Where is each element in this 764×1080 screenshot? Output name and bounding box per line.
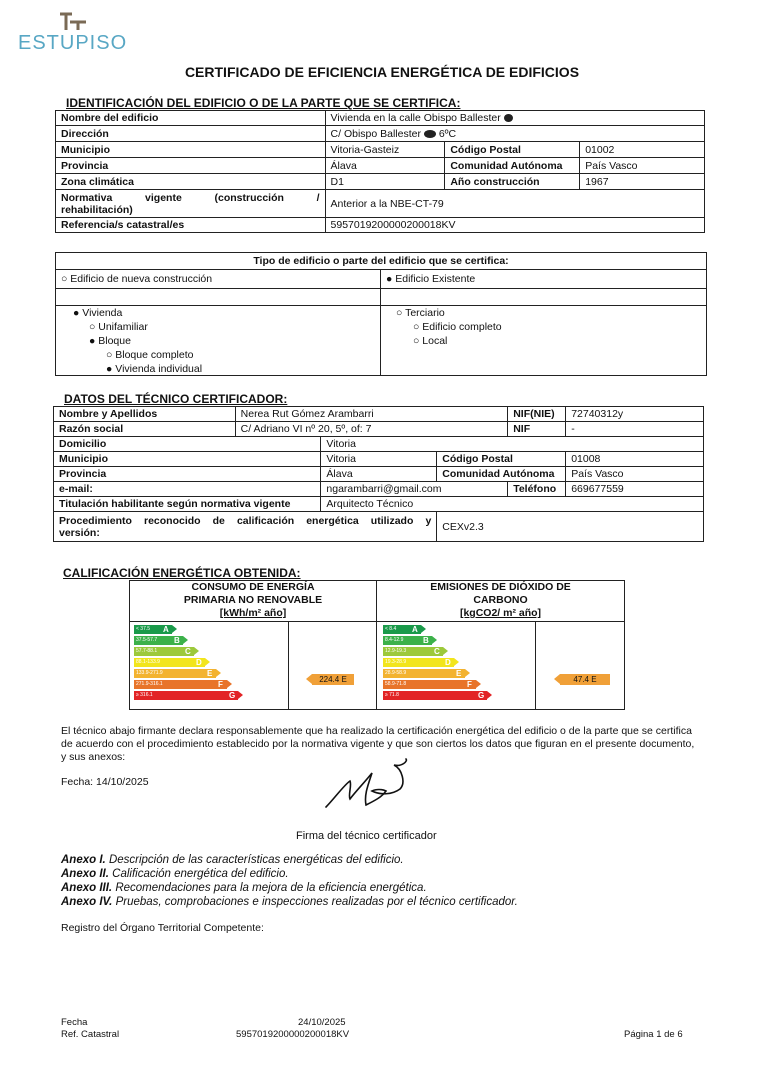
- footer-ref: 5957019200000200018KV: [236, 1029, 350, 1040]
- option-nueva-construccion: ○ Edificio de nueva construcción: [61, 273, 213, 285]
- annex-list: [61, 853, 518, 909]
- option-unifamiliar: ○ Unifamiliar: [89, 321, 148, 333]
- label-nif: NIF: [508, 422, 566, 437]
- label-nombre-apellidos: Nombre y Apellidos: [54, 407, 236, 422]
- logo-mark-icon: [58, 10, 88, 32]
- page-number: Página 1 de 6: [624, 1029, 683, 1040]
- label-cp-tecnico: Código Postal: [437, 452, 566, 467]
- value-normativa: Anterior a la NBE-CT-79: [325, 190, 704, 218]
- label-zona-climatica: Zona climática: [56, 174, 326, 190]
- label-anio-construccion: Año construcción: [445, 174, 580, 190]
- label-telefono: Teléfono: [508, 482, 566, 497]
- logo-text: ESTUPISO: [18, 32, 128, 54]
- redaction-mark: [504, 114, 513, 122]
- emisiones-band-f: 58.9-71.8 F: [383, 680, 476, 689]
- value-nif: -: [566, 422, 704, 437]
- label-procedimiento: Procedimiento reconocido de calificación energética utilizado y versión:: [54, 512, 437, 542]
- label-titulacion: Titulación habilitante según normativa vigente: [54, 497, 321, 512]
- value-nombre-apellidos: Nerea Rut Gómez Arambarri: [235, 407, 508, 422]
- label-normativa: Normativa vigente (construcción / rehabilitación): [56, 190, 326, 218]
- building-type-box: [55, 252, 707, 376]
- emisiones-band-a: < 8.4 A: [383, 625, 421, 634]
- consumo-band-b: 37.5-57.7 B: [134, 636, 183, 645]
- emisiones-band-g: ≥ 71.8 G: [383, 691, 487, 700]
- footer-date-label: Fecha: [61, 1017, 88, 1028]
- consumo-band-c: 57.7-88.1 C: [134, 647, 194, 656]
- annex-item: Anexo I. Descripción de las características energéticas del edificio.: [61, 854, 404, 866]
- annex-item: Anexo III. Recomendaciones para la mejora de la eficiencia energética.: [61, 882, 427, 894]
- value-email: ngarambarri@gmail.com: [321, 482, 508, 497]
- identification-table: [55, 110, 705, 233]
- value-anio-construccion: 1967: [580, 174, 705, 190]
- value-ca-tecnico: País Vasco: [566, 467, 704, 482]
- emisiones-rating-value: 47.4 E: [560, 674, 610, 685]
- value-zona-climatica: D1: [325, 174, 445, 190]
- consumo-band-f: 271.9-316.1 F: [134, 680, 227, 689]
- value-domicilio: Vitoria: [321, 437, 704, 452]
- emisiones-band-c: 12.9-19.3 C: [383, 647, 443, 656]
- value-municipio-tecnico: Vitoria: [321, 452, 437, 467]
- emisiones-band-b: 8.4-12.9 B: [383, 636, 432, 645]
- footer-ref-label: Ref. Catastral: [61, 1029, 120, 1040]
- consumo-band-d: 88.1-133.9 D: [134, 658, 205, 667]
- label-email: e-mail:: [54, 482, 321, 497]
- label-provincia-tecnico: Provincia: [54, 467, 321, 482]
- building-type-heading: Tipo de edificio o parte del edificio que se certifica:: [56, 253, 706, 270]
- option-bloque-completo: ○ Bloque completo: [106, 349, 194, 361]
- annex-item: Anexo II. Calificación energética del edificio.: [61, 868, 289, 880]
- label-comunidad-autonoma: Comunidad Autónoma: [445, 158, 580, 174]
- value-nif-nie: 72740312y: [566, 407, 704, 422]
- label-municipio-tecnico: Municipio: [54, 452, 321, 467]
- option-local: ○ Local: [413, 335, 448, 347]
- option-terciario: ○ Terciario: [396, 307, 445, 319]
- footer-date: 24/10/2025: [298, 1017, 346, 1028]
- option-vivienda-individual: ● Vivienda individual: [106, 363, 203, 375]
- option-edificio-completo: ○ Edificio completo: [413, 321, 502, 333]
- option-bloque: ● Bloque: [89, 335, 131, 347]
- label-nombre-edificio: Nombre del edificio: [56, 111, 326, 126]
- consumo-header: CONSUMO DE ENERGÍA PRIMARIA NO RENOVABLE [kWh/m² año]: [130, 581, 376, 622]
- signature-caption: Firma del técnico certificador: [296, 830, 437, 842]
- rating-box: [129, 580, 625, 710]
- consumo-band-a: < 37.5 A: [134, 625, 172, 634]
- technician-heading: DATOS DEL TÉCNICO CERTIFICADOR:: [64, 392, 288, 406]
- value-telefono: 669677559: [566, 482, 704, 497]
- value-referencia-catastral: 5957019200000200018KV: [325, 218, 704, 233]
- rating-heading: CALIFICACIÓN ENERGÉTICA OBTENIDA:: [63, 566, 301, 580]
- value-comunidad-autonoma: País Vasco: [580, 158, 705, 174]
- emisiones-header: EMISIONES DE DIÓXIDO DE CARBONO [kgCO2/ m² año]: [377, 581, 624, 622]
- technician-signature: [322, 755, 414, 817]
- annex-item: Anexo IV. Pruebas, comprobaciones e inspecciones realizadas por el técnico certificador.: [61, 896, 518, 908]
- label-provincia: Provincia: [56, 158, 326, 174]
- value-razon-social: C/ Adriano VI nº 20, 5º, of: 7: [235, 422, 508, 437]
- label-codigo-postal: Código Postal: [445, 142, 580, 158]
- declaration-date: Fecha: 14/10/2025: [61, 776, 149, 788]
- value-nombre-edificio: Vivienda en la calle Obispo Ballester: [325, 111, 704, 126]
- page-title: CERTIFICADO DE EFICIENCIA ENERGÉTICA DE EDIFICIOS: [184, 64, 580, 80]
- label-domicilio: Domicilio: [54, 437, 321, 452]
- emisiones-band-d: 19.3-28.9 D: [383, 658, 454, 667]
- value-titulacion: Arquitecto Técnico: [321, 497, 704, 512]
- registry-label: Registro del Órgano Territorial Competente:: [61, 922, 264, 934]
- value-codigo-postal: 01002: [580, 142, 705, 158]
- identification-heading: IDENTIFICACIÓN DEL EDIFICIO O DE LA PARTE QUE SE CERTIFICA:: [66, 96, 461, 110]
- declaration-text: El técnico abajo firmante declara responsablemente que ha realizado la certificación energética del edificio o de la parte que se certifica de acuerdo con el procedimiento establecido por la normativa vigente y que son ciertos los datos que figuran en el presente documento, y sus anexos:: [61, 725, 695, 763]
- label-ca-tecnico: Comunidad Autónoma: [437, 467, 566, 482]
- value-municipio: Vitoria-Gasteiz: [325, 142, 445, 158]
- value-procedimiento: CEXv2.3: [437, 512, 704, 542]
- label-municipio: Municipio: [56, 142, 326, 158]
- value-provincia: Álava: [325, 158, 445, 174]
- label-direccion: Dirección: [56, 126, 326, 142]
- option-edificio-existente: ● Edificio Existente: [386, 273, 476, 285]
- technician-table: [53, 406, 704, 542]
- value-cp-tecnico: 01008: [566, 452, 704, 467]
- value-provincia-tecnico: Álava: [321, 467, 437, 482]
- consumo-band-g: ≥ 316.1 G: [134, 691, 238, 700]
- label-nif-nie: NIF(NIE): [508, 407, 566, 422]
- consumo-band-e: 133.9-271.9 E: [134, 669, 216, 678]
- value-direccion: C/ Obispo Ballester 6ºC: [325, 126, 704, 142]
- consumo-rating-value: 224.4 E: [312, 674, 354, 685]
- label-razon-social: Razón social: [54, 422, 236, 437]
- emisiones-band-e: 28.9-58.9 E: [383, 669, 465, 678]
- label-referencia-catastral: Referencia/s catastral/es: [56, 218, 326, 233]
- redaction-mark: [424, 130, 436, 138]
- option-vivienda: ● Vivienda: [73, 307, 123, 319]
